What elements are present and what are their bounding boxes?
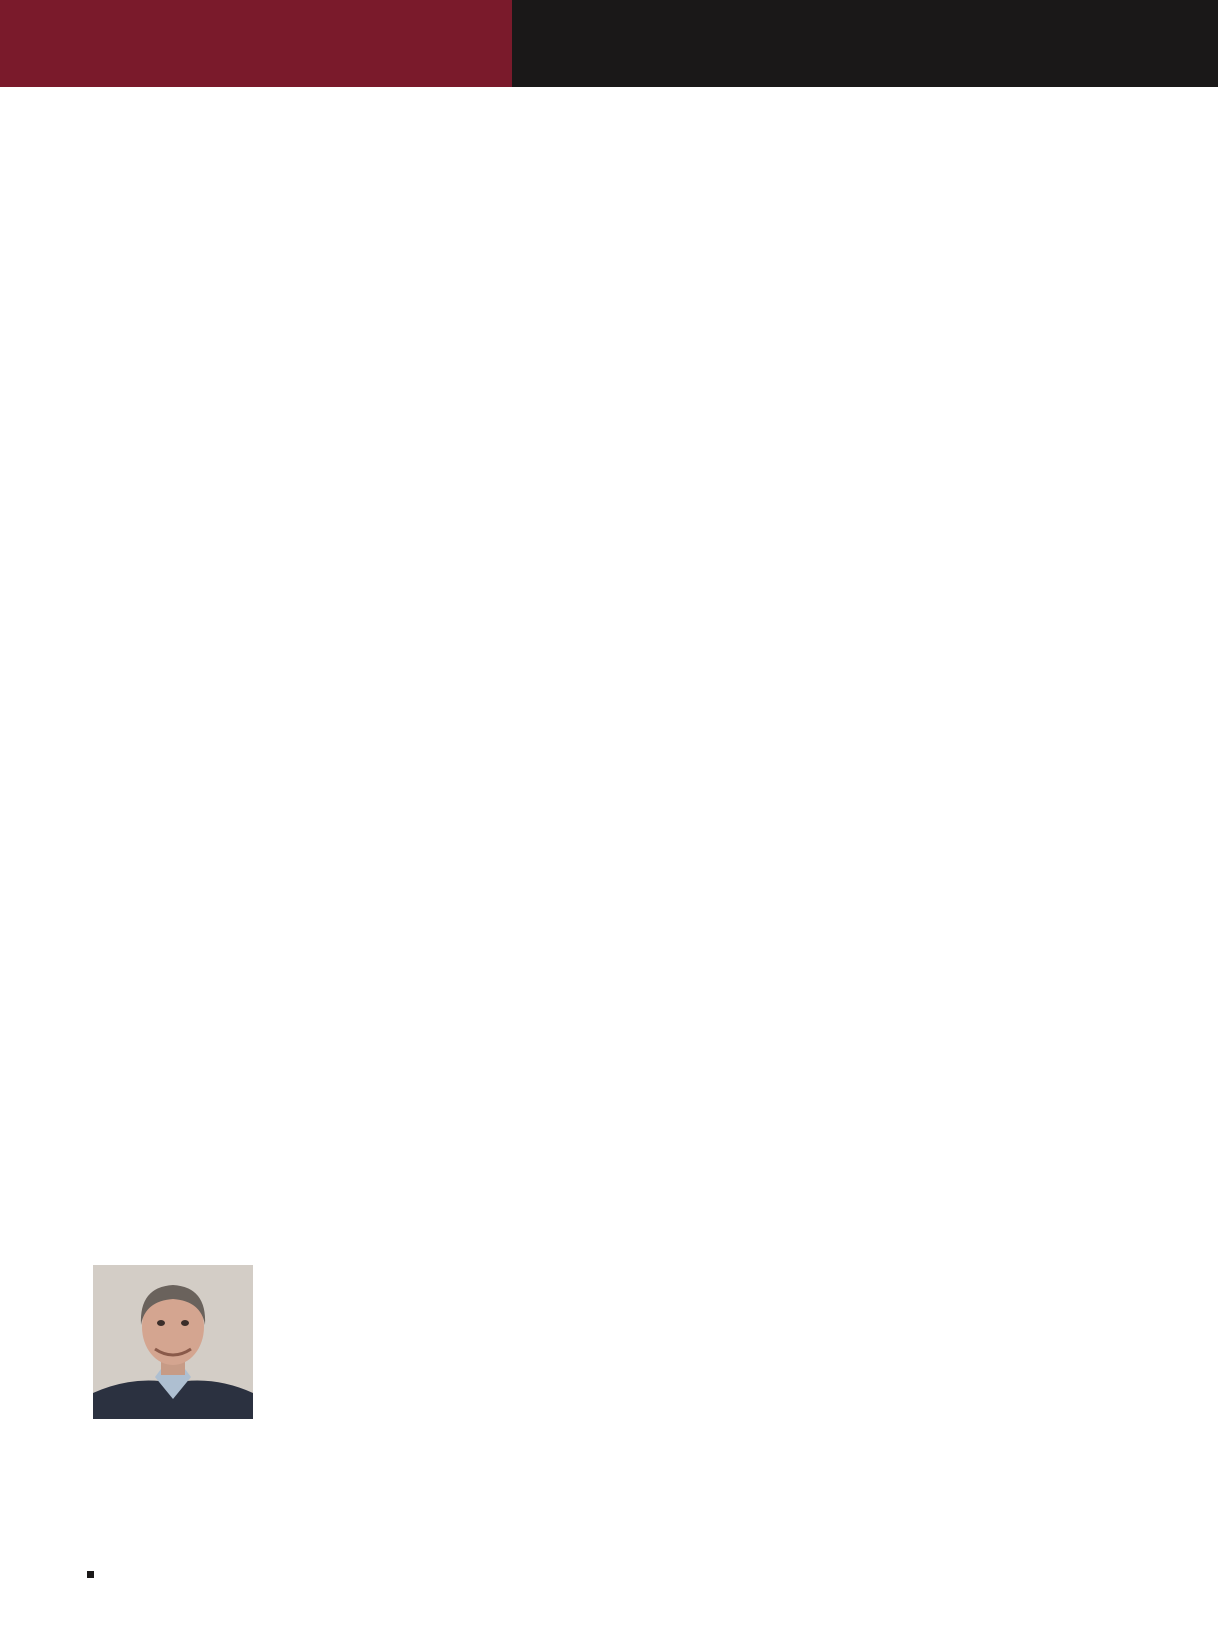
author-photo [93,1265,253,1419]
page-footer [73,1566,100,1583]
author-portrait-image [93,1265,253,1419]
separator-square-icon [87,1571,94,1578]
section-banner [0,0,512,87]
dropcap [93,412,200,586]
